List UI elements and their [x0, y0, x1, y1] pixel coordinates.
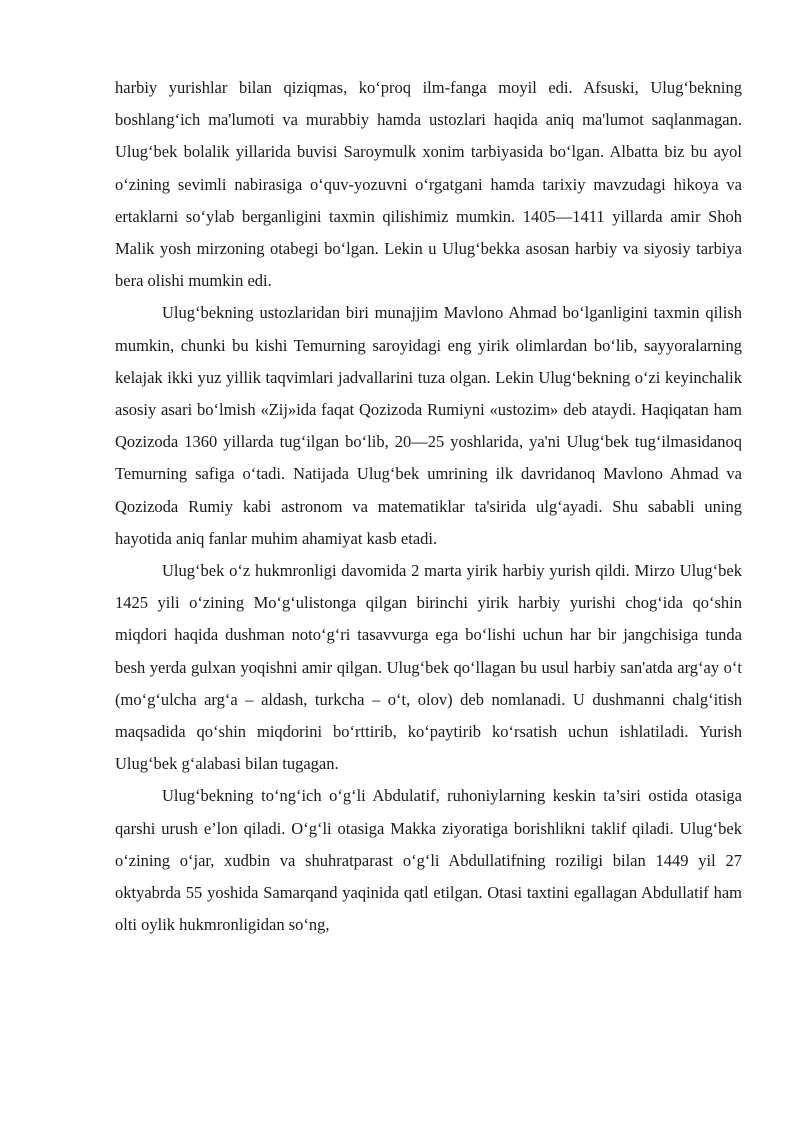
paragraph-continuation: harbiy yurishlar bilan qiziqmas, ko‘proq ilm-fanga moyil edi. Afsuski, Ulug‘bekning boshlang‘ich ma'lumoti va murabbiy hamda ustozlari haqida aniq ma'lumot saqlanmagan. Ulug‘bek bolalik yillarida buvisi Saroymulk xonim tarbiyasida bo‘lgan. Albatta biz bu ayol o‘zining sevimli nabirasiga o‘quv-yozuvni o‘rgatgani hamda tarixiy mavzudagi hikoya va ertaklarni so‘ylab berganligini taxmin qilishimiz mumkin. 1405—1411 yillarda amir Shoh Malik yosh mirzoning otabegi bo‘lgan. Lekin u Ulug‘bekka asosan harbiy va siyosiy tarbiya bera olishi mumkin edi. [115, 78, 742, 291]
paragraph-teachers: Ulug‘bekning ustozlaridan biri munajjim Mavlono Ahmad bo‘lganligini taxmin qilish mumkin, chunki bu kishi Temurning saroyidagi eng yirik olimlardan bo‘lib, sayyoralarning kelajak ikki yuz yillik taqvimlari jadvallarini tuza olgan. Lekin Ulug‘bekning o‘zi keyinchalik asosiy asari bo‘lmish «Zij»ida faqat Qozizoda Rumiyni «ustozim» deb ataydi. Haqiqatan ham Qozizoda 1360 yillarda tug‘ilgan bo‘lib, 20—25 yoshlarida, ya'ni Ulug‘bek tug‘ilmasidanoq Temurning safiga o‘tadi. Natijada Ulug‘bek umrining ilk davridanoq Mavlono Ahmad va Qozizoda Rumiy kabi astronom va matematiklar ta'sirida ulg‘ayadi. Shu sababli uning hayotida aniq fanlar muhim ahamiyat kasb etadi. [115, 303, 742, 548]
paragraph-abdulatif: Ulug‘bekning to‘ng‘ich o‘g‘li Abdulatif, ruhoniylarning keskin ta’siri ostida otasiga qarshi urush e’lon qiladi. O‘g‘li otasiga Makka ziyoratiga borishlikni taklif qiladi. Ulug‘bek o‘zining o‘jar, xudbin va shuhratparast o‘g‘li Abdullatifning roziligi bilan 1449 yil 27 oktyabrda 55 yoshida Samarqand yaqinida qatl etilgan. Otasi taxtini egallagan Abdullatif ham olti oylik hukmronligidan so‘ng, [115, 786, 742, 935]
paragraph-military-campaigns: Ulug‘bek o‘z hukmronligi davomida 2 marta yirik harbiy yurish qildi. Mirzo Ulug‘bek 1425 yili o‘zining Mo‘g‘ulistonga qilgan birinchi yirik harbiy yurishi chog‘ida qo‘shin miqdori haqida dushman noto‘g‘ri tasavvurga ega bo‘lishi uchun har bir jangchisiga tunda besh yerda gulxan yoqishni amir qilgan. Ulug‘bek qo‘llagan bu usul harbiy san'atda arg‘ay o‘t (mo‘g‘ulcha arg‘a – aldash, turkcha – o‘t, olov) deb nomlanadi. U dushmanni chalg‘itish maqsadida qo‘shin miqdorini bo‘rttirib, ko‘paytirib ko‘rsatish uchun ishlatiladi. Yurish Ulug‘bek g‘alabasi bilan tugagan. [115, 561, 742, 774]
document-page [115, 72, 742, 941]
